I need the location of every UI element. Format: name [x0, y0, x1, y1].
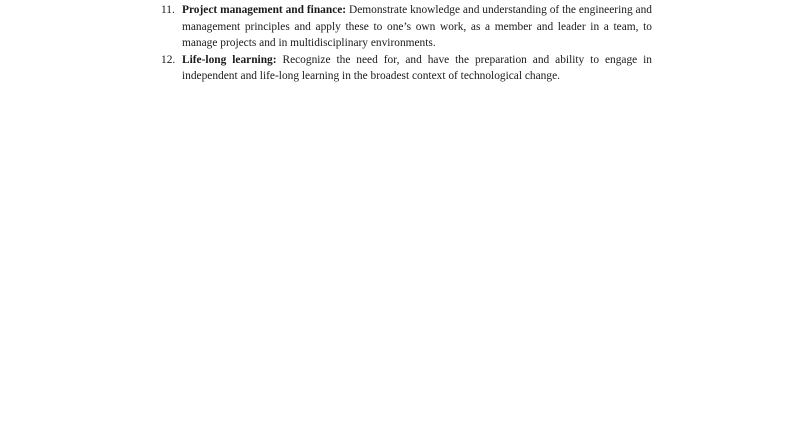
- outcome-title: Project management and finance:: [182, 4, 347, 16]
- program-outcomes-list: [158, 2, 652, 85]
- outcome-number: 11.: [161, 4, 175, 16]
- outcome-description: Recognize the need for, and have the preparation and ability to engage in independent and life-long learning in the broadest context of technological change.: [182, 53, 653, 83]
- outcome-title: Life-long learning:: [182, 53, 277, 66]
- outcome-item-life-long-learning: [158, 52, 652, 85]
- outcome-number: 12.: [161, 53, 176, 66]
- outcome-description: Demonstrate knowledge and understanding of the engineering and management principles and apply these to one’s own work, as a member and leader in a team, to manage projects and in multidisciplinary environments.: [182, 4, 652, 50]
- outcome-item-project-management: [158, 2, 652, 52]
